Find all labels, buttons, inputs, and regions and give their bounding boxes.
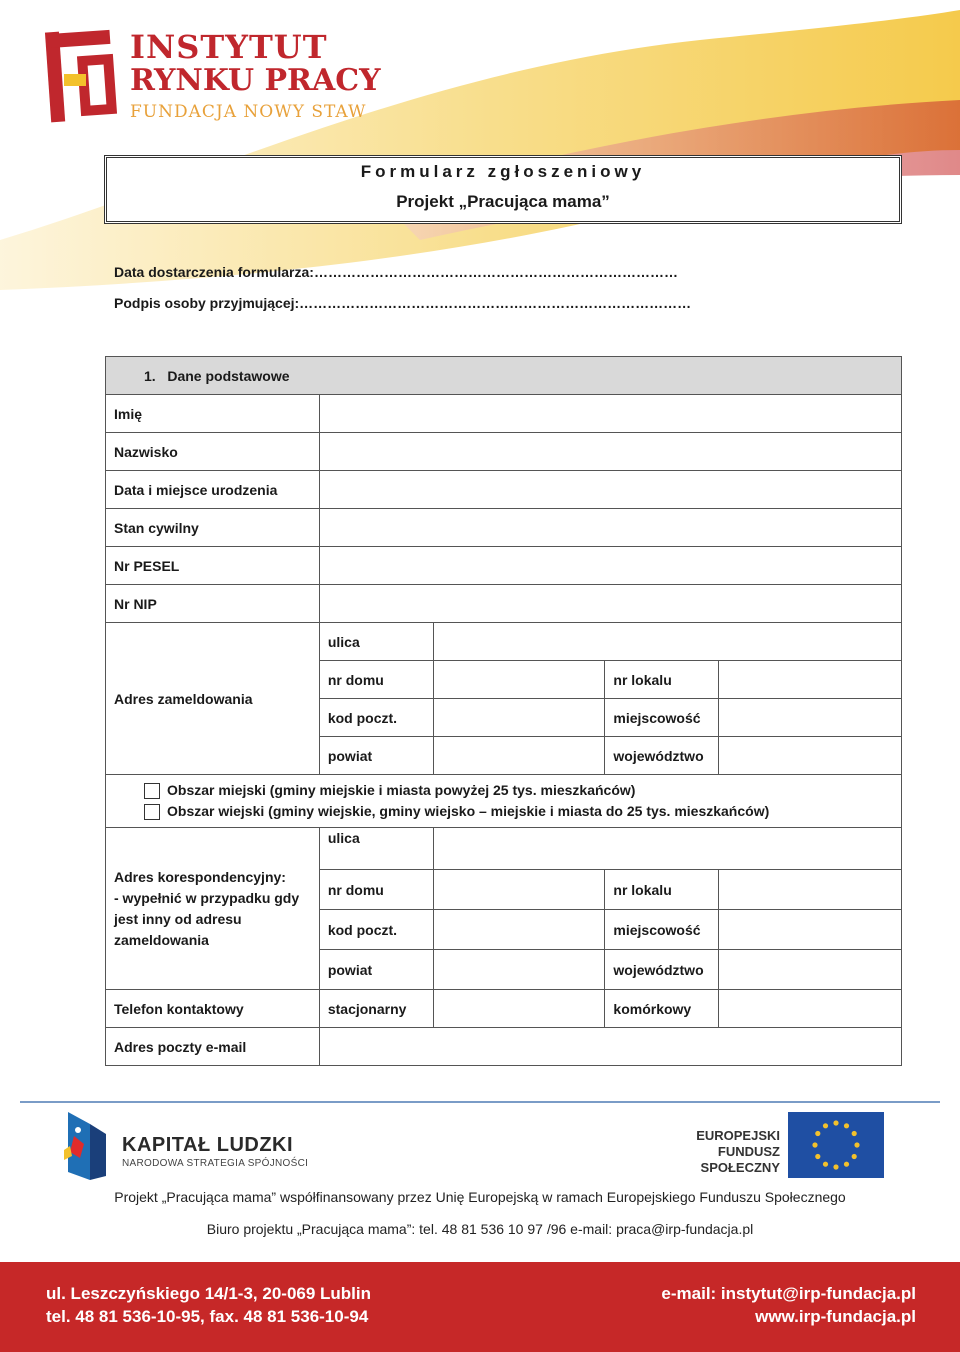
rural-area-option[interactable] (114, 801, 893, 822)
phone-label: Telefon kontaktowy (106, 990, 320, 1028)
corr-flat-label: nr lokalu (605, 870, 719, 910)
project-title: Projekt „Pracująca mama” (396, 192, 610, 211)
logo-mark-icon (44, 26, 120, 126)
footer-website[interactable]: www.irp-fundacja.pl (755, 1307, 916, 1326)
corr-voivodeship-field[interactable] (719, 950, 902, 990)
email-label: Adres poczty e-mail (106, 1028, 320, 1066)
mobile-label: komórkowy (605, 990, 719, 1028)
mobile-field[interactable] (719, 990, 902, 1028)
corr-postal-field[interactable] (433, 910, 605, 950)
nip-label: Nr NIP (106, 585, 320, 623)
corr-county-label: powiat (319, 950, 433, 990)
birth-label: Data i miejsce urodzenia (106, 471, 320, 509)
corr-house-field[interactable] (433, 870, 605, 910)
reg-voivodeship-field[interactable] (719, 737, 902, 775)
nip-field[interactable] (319, 585, 901, 623)
corr-label-line-4: zameldowania (114, 931, 209, 948)
kl-subtitle: NARODOWA STRATEGIA SPÓJNOŚCI (122, 1158, 309, 1169)
logo-text (130, 30, 381, 124)
efs-line-2: FUNDUSZ SPOŁECZNY (700, 1144, 780, 1175)
efs-logo (640, 1112, 890, 1178)
pesel-field[interactable] (319, 547, 901, 585)
footer-address (46, 1282, 371, 1328)
correspondence-address-label (106, 828, 320, 990)
reg-street-label: ulica (319, 623, 433, 661)
corr-label-line-3: jest inny od adresu (114, 910, 242, 927)
corr-flat-field[interactable] (719, 870, 902, 910)
corr-street-label: ulica (319, 828, 433, 870)
pesel-label: Nr PESEL (106, 547, 320, 585)
reg-city-label: miejscowość (605, 699, 719, 737)
reg-postal-label: kod poczt. (319, 699, 433, 737)
footer-email[interactable]: e-mail: instytut@irp-fundacja.pl (661, 1284, 916, 1303)
urban-checkbox[interactable] (144, 783, 160, 799)
footer-contact (661, 1282, 916, 1328)
corr-street-field[interactable] (433, 828, 901, 870)
urban-area-option[interactable] (114, 780, 893, 801)
institute-logo (40, 26, 400, 132)
area-options (106, 775, 902, 828)
urban-area-label: Obszar miejski (gminy miejskie i miasta powyżej 25 tys. mieszkańców) (167, 782, 636, 798)
marital-label: Stan cywilny (106, 509, 320, 547)
reg-house-field[interactable] (433, 661, 605, 699)
logo-line-2: RYNKU PRACY (130, 63, 381, 98)
reg-flat-field[interactable] (719, 661, 902, 699)
registered-address-label: Adres zameldowania (106, 623, 320, 775)
rural-area-label: Obszar wiejski (gminy wiejskie, gminy wiejsko – miejskie i miasta do 25 tys. mieszkańców) (167, 803, 770, 819)
reg-house-label: nr domu (319, 661, 433, 699)
footer-street: ul. Leszczyńskiego 14/1-3, 20-069 Lublin (46, 1284, 372, 1303)
last-name-field[interactable] (319, 433, 901, 471)
reg-city-field[interactable] (719, 699, 902, 737)
cofinance-note: Projekt „Pracująca mama” współfinansowany przez Unię Europejską w ramach Europejskiego Funduszu Społecznego (114, 1189, 846, 1205)
basic-data-table (105, 356, 902, 1066)
landline-field[interactable] (433, 990, 605, 1028)
last-name-label: Nazwisko (106, 433, 320, 471)
footer-bar (0, 1262, 960, 1352)
corr-postal-label: kod poczt. (319, 910, 433, 950)
email-field[interactable] (319, 1028, 901, 1066)
birth-field[interactable] (319, 471, 901, 509)
section-number: 1. (144, 367, 156, 384)
corr-city-field[interactable] (719, 910, 902, 950)
corr-label-line-1: Adres korespondencyjny: (114, 868, 286, 885)
reg-county-label: powiat (319, 737, 433, 775)
reg-county-field[interactable] (433, 737, 605, 775)
footer-divider (20, 1101, 940, 1103)
footer-phone: tel. 48 81 536-10-95, fax. 48 81 536-10-94 (46, 1307, 369, 1326)
logo-line-3: FUNDACJA NOWY STAW (130, 102, 367, 122)
reg-flat-label: nr lokalu (605, 661, 719, 699)
reg-postal-field[interactable] (433, 699, 605, 737)
delivery-date-line[interactable]: Data dostarczenia formularza:…………………………………………………………………… (114, 264, 678, 280)
section-header (106, 357, 902, 395)
corr-house-label: nr domu (319, 870, 433, 910)
rural-checkbox[interactable] (144, 804, 160, 820)
corr-label-line-2: - wypełnić w przypadku gdy (114, 889, 300, 906)
corr-voivodeship-label: województwo (605, 950, 719, 990)
reg-voivodeship-label: województwo (605, 737, 719, 775)
form-title-box (104, 155, 902, 224)
kl-title: KAPITAŁ LUDZKI (122, 1134, 294, 1156)
logo-line-1: INSTYTUT (130, 28, 328, 66)
eu-flag-icon (788, 1112, 884, 1178)
reg-street-field[interactable] (433, 623, 901, 661)
form-title: Formularz zgłoszeniowy (360, 162, 646, 181)
efs-line-1: EUROPEJSKI (696, 1128, 780, 1143)
first-name-field[interactable] (319, 395, 901, 433)
project-office-contact: Biuro projektu „Pracująca mama”: tel. 48 81 536 10 97 /96 e-mail: praca@irp-fundacja.pl (206, 1221, 754, 1237)
corr-county-field[interactable] (433, 950, 605, 990)
kapital-ludzki-icon (60, 1110, 108, 1186)
first-name-label: Imię (106, 395, 320, 433)
kapital-ludzki-logo (60, 1110, 320, 1190)
landline-label: stacjonarny (319, 990, 433, 1028)
signature-line[interactable]: Podpis osoby przyjmującej:………………………………………………………………………… (114, 295, 692, 311)
corr-city-label: miejscowość (605, 910, 719, 950)
section-title: Dane podstawowe (167, 367, 290, 384)
efs-text (640, 1128, 780, 1176)
marital-field[interactable] (319, 509, 901, 547)
